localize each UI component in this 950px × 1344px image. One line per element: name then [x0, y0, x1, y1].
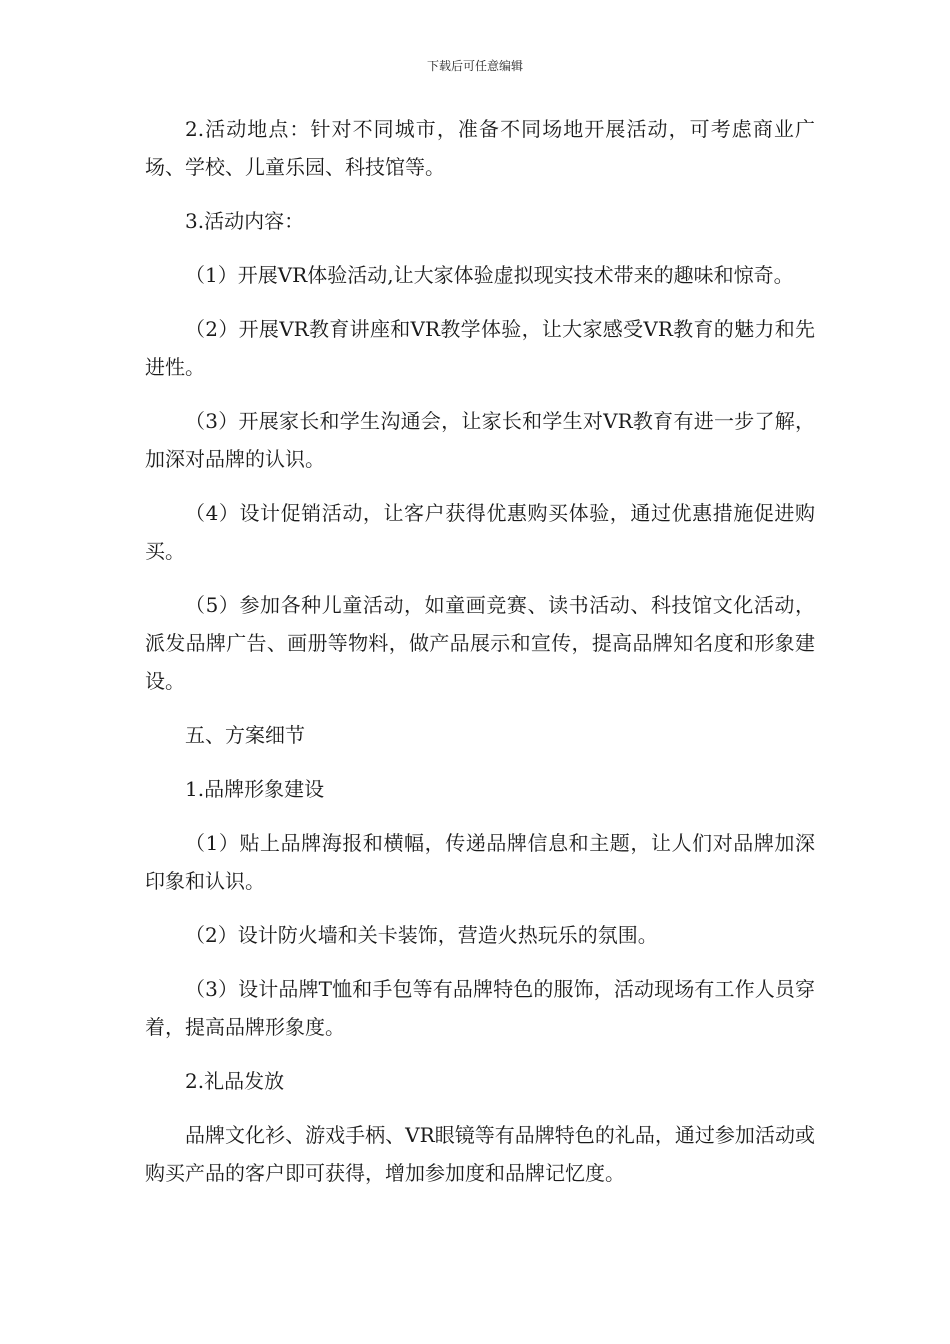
- paragraph-vr-education-lecture: （2）开展VR教育讲座和VR教学体验，让大家感受VR教育的魅力和先进性。: [145, 317, 815, 379]
- paragraph-promotion-design: （4）设计促销活动，让客户获得优惠购买体验，通过优惠措施促进购买。: [145, 501, 815, 563]
- paragraph-children-activities: （5）参加各种儿童活动，如童画竞赛、读书活动、科技馆文化活动，派发品牌广告、画册等物料，做产品展示和宣传，提高品牌知名度和形象建设。: [145, 593, 815, 693]
- paragraph-activity-content-heading: 3.活动内容：: [185, 209, 305, 233]
- subheading-gift-distribution: 2.礼品发放: [185, 1069, 285, 1093]
- subheading-brand-image: 1.品牌形象建设: [185, 777, 325, 801]
- paragraph-activity-location: 2.活动地点：针对不同城市，准备不同场地开展活动，可考虑商业广场、学校、儿童乐园、科技馆等。: [145, 117, 815, 179]
- page-header-note: 下载后可任意编辑: [426, 59, 523, 73]
- document-body: [145, 110, 815, 1208]
- paragraph-vr-experience: （1）开展VR体验活动,让大家体验虚拟现实技术带来的趣味和惊奇。: [185, 263, 794, 287]
- paragraph-firewall-decoration: （2）设计防火墙和关卡装饰，营造火热玩乐的氛围。: [185, 923, 658, 947]
- paragraph-parent-student-meeting: （3）开展家长和学生沟通会，让家长和学生对VR教育有进一步了解，加深对品牌的认识。: [145, 409, 815, 471]
- paragraph-brand-gifts: 品牌文化衫、游戏手柄、VR眼镜等有品牌特色的礼品，通过参加活动或购买产品的客户即可获得，增加参加度和品牌记忆度。: [145, 1123, 815, 1185]
- paragraph-posters-banners: （1）贴上品牌海报和横幅，传递品牌信息和主题，让人们对品牌加深印象和认识。: [145, 831, 815, 893]
- section-heading-plan-details: 五、方案细节: [185, 723, 305, 747]
- paragraph-brand-apparel: （3）设计品牌T恤和手包等有品牌特色的服饰，活动现场有工作人员穿着，提高品牌形象度。: [145, 977, 815, 1039]
